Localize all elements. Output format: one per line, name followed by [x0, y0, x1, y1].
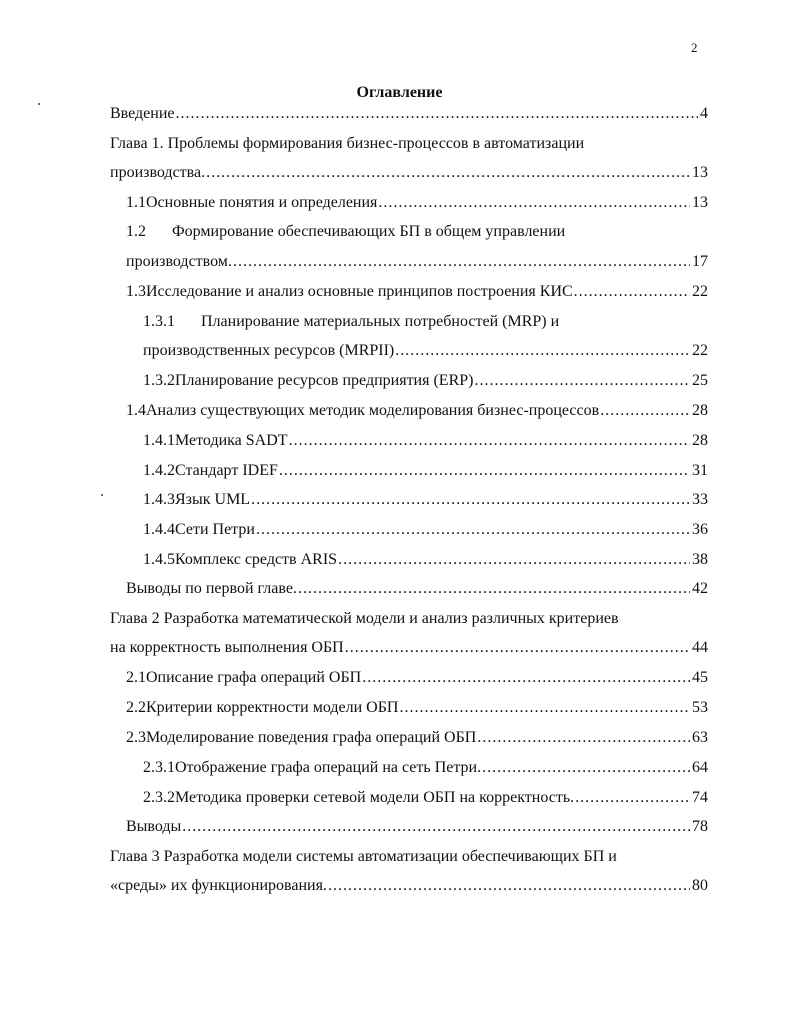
scan-speck [101, 494, 103, 496]
toc-entry-text: Выводы по первой главе. [126, 580, 297, 597]
toc-entry-text[interactable] [143, 312, 559, 332]
dot-leader [182, 817, 690, 837]
toc-entry[interactable] [126, 668, 708, 688]
dot-leader [251, 490, 690, 510]
toc-entry-text: Методика проверки сетевой модели ОБП на корректность. [175, 789, 575, 806]
toc-entry[interactable] [126, 698, 708, 718]
toc-entry-page: 38 [692, 551, 708, 568]
dot-leader [574, 282, 690, 302]
toc-entry-text: Планирование ресурсов предприятия (ERP) [175, 372, 474, 389]
toc-entry-number: 1.4.5 [143, 551, 175, 568]
toc-entry-number: 2.1 [126, 669, 146, 686]
toc-entry-number: 1.4.2 [143, 462, 175, 479]
dot-leader [206, 163, 690, 183]
toc-entry-text: Описание графа операций ОБП [146, 669, 362, 686]
toc-entry-page: 42 [692, 580, 708, 597]
toc-entry-page: 22 [692, 342, 708, 359]
toc-entry-number: 1.4.1 [143, 432, 175, 449]
toc-entry-number: 1.3.2 [143, 372, 175, 389]
toc-entry[interactable] [126, 579, 708, 599]
toc-entry[interactable] [126, 252, 708, 272]
toc-entry-page: 78 [692, 818, 708, 835]
toc-entry-page: 74 [692, 789, 708, 806]
toc-entry[interactable] [110, 104, 708, 124]
toc-entry-text: производства. [110, 164, 206, 181]
toc-entry[interactable] [126, 193, 708, 213]
toc-entry[interactable] [110, 638, 708, 658]
toc-entry[interactable] [143, 758, 708, 778]
toc-entry-text: Комплекс средств ARIS [175, 551, 338, 568]
toc-entry-text: производством. [126, 253, 232, 270]
toc-entry-number: 2.3 [126, 729, 146, 746]
dot-leader [279, 461, 690, 481]
toc-entry-text[interactable]: Глава 3 Разработка модели системы автоматизации обеспечивающих БП и [110, 848, 617, 865]
toc-entry-text: Выводы [126, 818, 182, 835]
toc-entry-text: Анализ существующих методик моделирования бизнес-процессов [146, 402, 600, 419]
toc-entry-number: 1.4.4 [143, 521, 175, 538]
dot-leader [289, 431, 690, 451]
toc-entry-number: 1.3 [126, 283, 146, 300]
toc-entry-page: 33 [692, 491, 708, 508]
toc-entry-page: 64 [692, 759, 708, 776]
toc-entry-text: Отображение графа операций на сеть Петри. [175, 759, 482, 776]
toc-entry-page: 13 [692, 194, 708, 211]
dot-leader [395, 341, 690, 361]
toc-entry[interactable] [143, 431, 708, 451]
toc-entry[interactable] [126, 401, 708, 421]
toc-entry-page: 31 [692, 462, 708, 479]
toc-entry-text: Методика SADT [175, 432, 288, 449]
toc-entry-text: Стандарт IDEF [175, 462, 278, 479]
toc-entry-text: Основные понятия и определения [146, 194, 378, 211]
page-number: 2 [691, 40, 698, 55]
dot-leader [378, 193, 690, 213]
toc-entry-number: 1.4.3 [143, 491, 175, 508]
toc-entry-page: 4 [700, 105, 708, 122]
toc-entry[interactable] [126, 728, 708, 748]
toc-entry-number: 2.3.2 [143, 789, 175, 806]
dot-leader [600, 401, 690, 421]
toc-entry[interactable] [143, 788, 708, 808]
dot-leader [474, 371, 690, 391]
toc-entry-number: 2.3.1 [143, 759, 175, 776]
toc-entry[interactable] [143, 371, 708, 391]
toc-entry-text[interactable]: Глава 2 Разработка математической модели и анализ различных критериев [110, 610, 619, 627]
toc-title: Оглавление [356, 84, 443, 101]
toc-entry-text: «среды» их функционирования. [110, 877, 327, 894]
dot-leader [575, 788, 690, 808]
toc-entry-text-line1: Формирование обеспечивающих БП в общем управлении [172, 223, 566, 240]
toc-entry-page: 36 [692, 521, 708, 538]
toc-entry-number: 1.2 [126, 223, 146, 240]
toc-entry-number: 1.3.1 [143, 313, 175, 330]
toc-entry-page: 13 [692, 164, 708, 181]
dot-leader [362, 668, 690, 688]
toc-entry[interactable] [143, 520, 708, 540]
toc-entry-text[interactable]: Глава 1. Проблемы формирования бизнес-процессов в автоматизации [110, 135, 585, 152]
toc-entry[interactable] [143, 490, 708, 510]
toc-entry-text: Критерии корректности модели ОБП [146, 699, 399, 716]
toc-entry-number: 1.1 [126, 194, 146, 211]
dot-leader [477, 728, 690, 748]
toc-entry-page: 25 [692, 372, 708, 389]
toc-entry-text: Введение [110, 105, 175, 122]
toc-entry-page: 63 [692, 729, 708, 746]
toc-entry-text: Моделирование поведения графа операций ОБП [146, 729, 477, 746]
toc-entry[interactable] [143, 461, 708, 481]
scan-speck [38, 103, 40, 105]
dot-leader [338, 550, 690, 570]
toc-entry-text: Сети Петри [175, 521, 255, 538]
toc-entry-page: 17 [692, 253, 708, 270]
toc-entry-text: на корректность выполнения ОБП [110, 639, 344, 656]
toc-entry[interactable] [126, 282, 708, 302]
dot-leader [482, 758, 690, 778]
toc-entry[interactable] [110, 163, 708, 183]
dot-leader [233, 252, 690, 272]
dot-leader [399, 698, 690, 718]
toc-entry-page: 28 [692, 402, 708, 419]
dot-leader [176, 104, 699, 124]
toc-entry-page: 80 [692, 877, 708, 894]
toc-entry-text: производственных ресурсов (MRPII) [143, 342, 395, 359]
toc-entry[interactable] [143, 341, 708, 361]
toc-entry[interactable] [110, 876, 708, 896]
toc-entry-text: Исследование и анализ основные принципов построения КИС [146, 283, 573, 300]
dot-leader [256, 520, 690, 540]
toc-entry-text-line1: Планирование материальных потребностей (MRP) и [201, 313, 560, 330]
toc-entry-page: 28 [692, 432, 708, 449]
toc-entry[interactable] [126, 817, 708, 837]
toc-entry-page: 22 [692, 283, 708, 300]
toc-entry-text: Язык UML [175, 491, 251, 508]
dot-leader [345, 638, 690, 658]
toc-entry-text[interactable] [126, 222, 565, 242]
toc-entry-page: 44 [692, 639, 708, 656]
toc-entry-number: 2.2 [126, 699, 146, 716]
toc-entry-page: 53 [692, 699, 708, 716]
toc-entry-number: 1.4 [126, 402, 146, 419]
dot-leader [298, 579, 690, 599]
toc-entry-page: 45 [692, 669, 708, 686]
toc-entry[interactable] [143, 550, 708, 570]
dot-leader [328, 876, 690, 896]
